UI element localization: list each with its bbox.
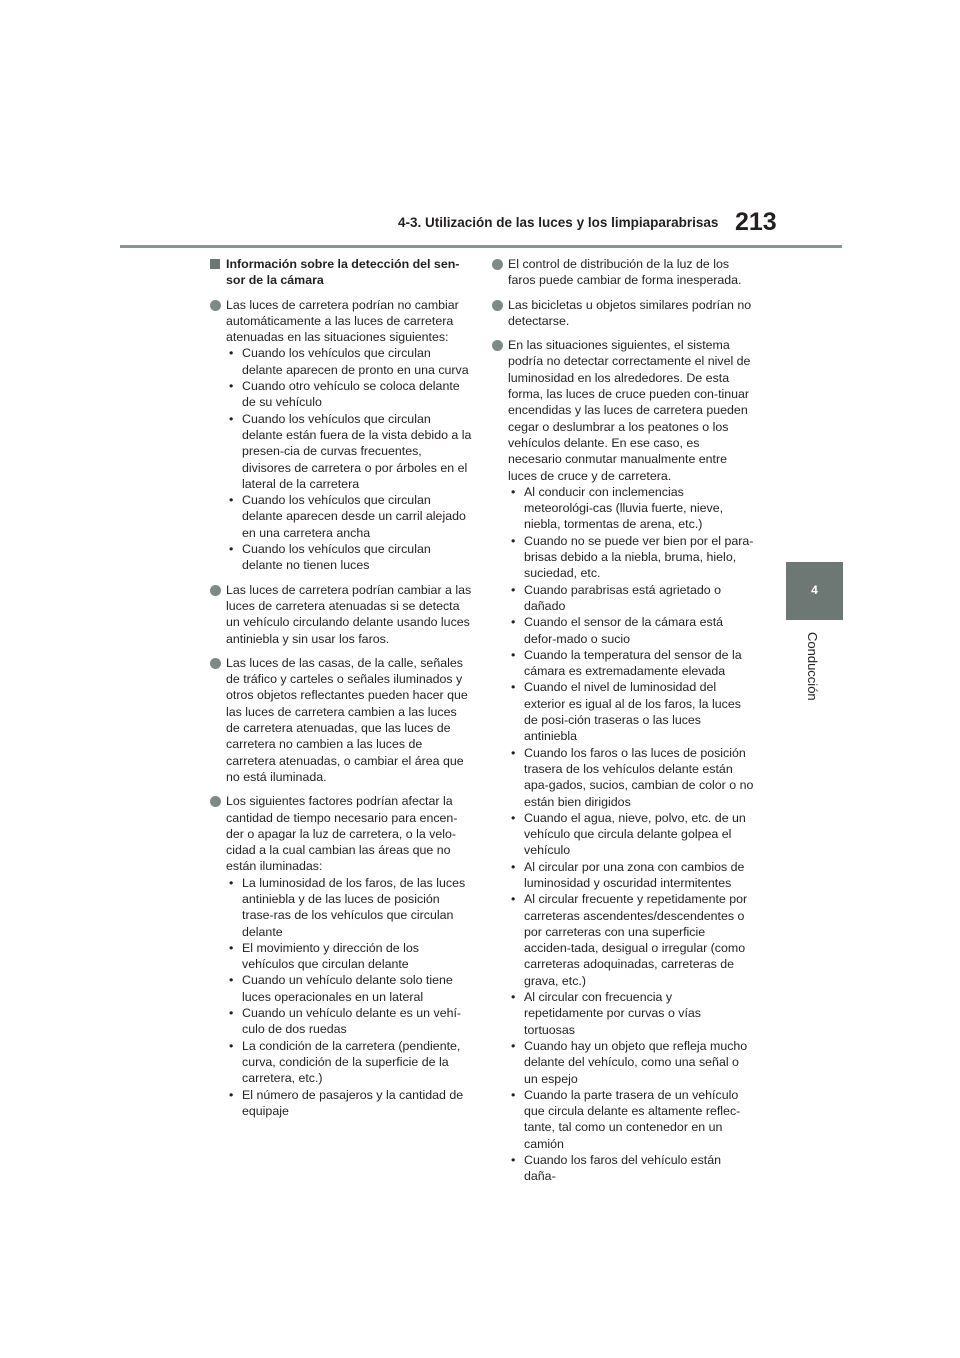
circle-bullet-icon [492,259,503,270]
list-item [210,297,472,574]
sub-item: • Cuando hay un objeto que refleja mucho delante del vehículo, como una señal o un espejo [508,1038,754,1087]
section-heading [210,256,472,289]
item-text: Las luces de carretera podrían no cambiar automáticamente a las luces de carretera atenuadas en las situaciones siguientes: [226,297,459,345]
right-item-list [492,256,754,1185]
list-item [210,655,472,785]
sub-item: • Cuando los vehículos que circulan delante no tienen luces [226,541,472,574]
section-heading-text: Información sobre la detección del sen-sor de la cámara [226,257,460,288]
sub-item: • Cuando los vehículos que circulan delante aparecen de pronto en una curva [226,345,472,378]
circle-bullet-icon [210,585,221,596]
sub-item: • Al circular por una zona con cambios de luminosidad y oscuridad intermitentes [508,859,754,892]
left-item-list [210,297,472,1120]
list-item [210,793,472,1119]
square-bullet-icon [210,259,220,269]
sub-item: • El número de pasajeros y la cantidad de equipaje [226,1087,472,1120]
item-text: En las situaciones siguientes, el sistema podría no detectar correctamente el nivel de luminosidad en los alrededores. De esta forma, las luces de cruce pueden con-tinuar encendidas y las luces de carretera pueden cegar o deslumbrar a los peatones o los vehículos delante. En ese caso, es necesario conmutar manualmente entre luces de cruce y de carretera. [508,338,751,483]
chapter-tab [786,562,843,620]
sub-item: • Cuando los faros o las luces de posición trasera de los vehículos delante están apa-gados, sucios, cambian de color o no están bien dirigidos [508,745,754,810]
circle-bullet-icon [210,796,221,807]
item-text: El control de distribución de la luz de los faros puede cambiar de forma inesperada. [508,257,742,288]
sub-item: • Cuando la temperatura del sensor de la cámara es extremadamente elevada [508,647,754,680]
sub-list [226,875,472,1119]
sub-item: • Cuando el agua, nieve, polvo, etc. de un vehículo que circula delante golpea el vehículo [508,810,754,859]
page-number: 213 [735,208,777,236]
sub-item: • El movimiento y dirección de los vehículos que circulan delante [226,940,472,973]
chapter-label: Conducción [805,632,820,701]
circle-bullet-icon [210,300,221,311]
sub-item: • Cuando no se puede ver bien por el para-brisas debido a la niebla, bruma, hielo, suciedad, etc. [508,533,754,582]
sub-item: • Cuando los faros del vehículo están daña- [508,1152,754,1185]
right-column [492,256,754,1193]
sub-item: • Cuando el nivel de luminosidad del exterior es igual al de los faros, la luces de posi-ción traseras o las luces antiniebla [508,679,754,744]
sub-item: • Al circular con frecuencia y repetidamente por curvas o vías tortuosas [508,989,754,1038]
item-text: Los siguientes factores podrían afectar la cantidad de tiempo necesario para encen-der o apagar la luz de carretera, o la velo-cidad a la cual cambian las áreas que no están iluminadas: [226,794,458,874]
item-text: Las bicicletas u objetos similares podrían no detectarse. [508,297,752,328]
sub-list [508,484,754,1185]
list-item [492,256,754,289]
circle-bullet-icon [210,658,221,669]
sub-item: • Cuando otro vehículo se coloca delante de su vehículo [226,378,472,411]
sub-item: • Cuando los vehículos que circulan delante están fuera de la vista debido a la presen-cia de curvas frecuentes, divisores de carretera o por árboles en el lateral de la carretera [226,411,472,492]
list-item [210,582,472,647]
list-item [492,337,754,1184]
item-text: Las luces de carretera podrían cambiar a las luces de carretera atenuadas si se detecta un vehículo circulando delante usando luces antiniebla y sin usar los faros. [226,582,472,646]
chapter-number: 4 [811,583,818,597]
sub-item: • Cuando parabrisas está agrietado o dañado [508,582,754,615]
item-text: Las luces de las casas, de la calle, señales de tráfico y carteles o señales iluminados y otros objetos reflectantes pueden hacer que las luces de carretera cambien a las luces de carretera atenuadas, que las luces de carretera no cambien a las luces de carretera atenuadas, o cambiar el área que no está iluminada. [226,655,468,784]
sub-item: • Cuando la parte trasera de un vehículo que circula delante es altamente reflec-tante, tal como un contenedor en un camión [508,1087,754,1152]
list-item [492,297,754,330]
sub-list [226,345,472,573]
sub-item: • Cuando un vehículo delante es un vehí-culo de dos ruedas [226,1005,472,1038]
left-column [210,256,472,1127]
sub-item: • La condición de la carretera (pendiente, curva, condición de la superficie de la carretera, etc.) [226,1038,472,1087]
sub-item: • Cuando un vehículo delante solo tiene luces operacionales en un lateral [226,972,472,1005]
sub-item: • Al circular frecuente y repetidamente por carreteras ascendentes/descendentes o por carreteras con una superficie acciden-tada, desigual o irregular (como carreteras adoquinadas, carreteras de grava, etc.) [508,891,754,989]
sub-item: • Cuando el sensor de la cámara está defor-mado o sucio [508,614,754,647]
sub-item: • Al conducir con inclemencias meteorológi-cas (lluvia fuerte, nieve, niebla, tormentas de arena, etc.) [508,484,754,533]
circle-bullet-icon [492,300,503,311]
circle-bullet-icon [492,340,503,351]
header-rule [120,245,842,248]
sub-item: • La luminosidad de los faros, de las luces antiniebla y de las luces de posición trase-ras de los vehículos que circulan delante [226,875,472,940]
section-title: 4-3. Utilización de las luces y los limpiaparabrisas [398,215,719,230]
sub-item: • Cuando los vehículos que circulan delante aparecen desde un carril alejado en una carretera ancha [226,492,472,541]
